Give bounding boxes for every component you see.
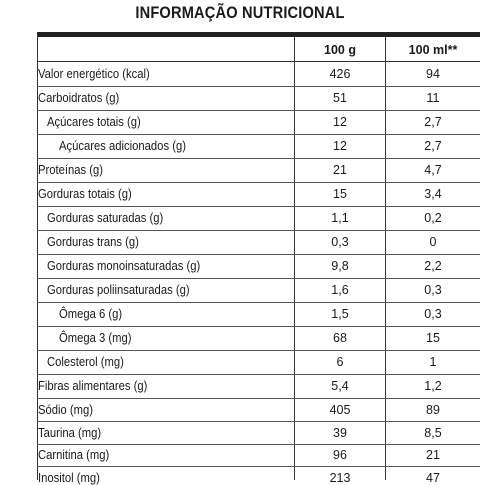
nutrient-name: Açúcares totais (g) — [47, 115, 141, 129]
row-divider — [37, 326, 480, 327]
nutrient-name: Gorduras monoinsaturadas (g) — [47, 259, 201, 273]
nutrient-name: Gorduras trans (g) — [47, 235, 139, 249]
value-100ml: 1,2 — [424, 379, 442, 393]
value-100ml: 0 — [429, 235, 437, 249]
nutrient-name: Carnitina (mg) — [38, 448, 110, 462]
nutrient-name: Gorduras totais (g) — [38, 187, 132, 201]
nutrient-name: Fibras alimentares (g) — [38, 379, 148, 393]
nutrient-name: Gorduras poliinsaturadas (g) — [47, 283, 190, 297]
nutrient-name: Ômega 6 (g) — [59, 307, 123, 321]
row-divider — [37, 444, 480, 445]
value-100ml: 2,7 — [424, 115, 442, 129]
row-divider — [37, 254, 480, 255]
value-100g: 405 — [329, 402, 351, 417]
value-100g: 1,6 — [331, 283, 349, 297]
value-100ml: 3,4 — [424, 187, 442, 201]
value-100ml: 4,7 — [424, 163, 442, 177]
value-100ml: 2,7 — [424, 139, 442, 153]
value-100g: 426 — [329, 67, 351, 81]
value-100g: 1,1 — [331, 211, 349, 225]
value-100g: 68 — [333, 331, 347, 345]
row-divider — [37, 230, 480, 231]
value-100ml: 0,3 — [424, 307, 442, 321]
value-100ml: 1 — [429, 355, 437, 369]
value-100ml: 0,2 — [424, 211, 442, 225]
nutrient-name: Sódio (mg) — [38, 402, 94, 417]
value-100g: 0,3 — [331, 235, 349, 249]
row-divider — [37, 421, 480, 422]
row-divider — [37, 398, 480, 399]
value-100g: 12 — [333, 115, 347, 129]
value-100g: 15 — [333, 187, 347, 201]
nutrient-name: Colesterol (mg) — [47, 355, 124, 369]
value-100g: 6 — [336, 355, 344, 369]
column-header-100g: 100 g — [324, 43, 356, 57]
nutrient-name: Açúcares adicionados (g) — [59, 139, 186, 153]
row-divider — [37, 182, 480, 183]
row-divider — [37, 134, 480, 135]
value-100g: 21 — [333, 163, 347, 177]
row-divider — [37, 350, 480, 351]
value-100ml: 11 — [426, 91, 440, 105]
row-divider — [37, 86, 480, 87]
nutrient-name: Gorduras saturadas (g) — [47, 211, 164, 225]
row-divider — [37, 302, 480, 303]
row-divider — [37, 374, 480, 375]
value-100g: 96 — [333, 448, 347, 462]
row-divider — [37, 206, 480, 207]
value-100g: 213 — [329, 471, 351, 485]
nutrient-name: Proteínas (g) — [38, 163, 104, 177]
value-100ml: 89 — [426, 402, 440, 417]
value-100g: 9,8 — [331, 259, 349, 273]
value-100ml: 0,3 — [424, 283, 442, 297]
header-divider — [37, 61, 480, 62]
row-divider — [37, 110, 480, 111]
value-100ml: 2,2 — [424, 259, 442, 273]
nutrient-name: Taurina (mg) — [38, 425, 102, 440]
value-100g: 1,5 — [331, 307, 349, 321]
value-100ml: 47 — [426, 471, 440, 485]
value-100ml: 21 — [426, 448, 440, 462]
value-100ml: 8,5 — [424, 425, 442, 440]
column-header-100ml: 100 ml** — [408, 43, 458, 57]
row-divider — [37, 158, 480, 159]
row-divider — [37, 466, 480, 467]
table-title: INFORMAÇÃO NUTRICIONAL — [135, 3, 345, 22]
value-100g: 5,4 — [331, 379, 349, 393]
value-100g: 39 — [333, 425, 347, 440]
nutrient-name: Carboidratos (g) — [38, 91, 120, 105]
value-100ml: 94 — [426, 67, 440, 81]
value-100g: 51 — [333, 91, 347, 105]
nutrient-name: Valor energético (kcal) — [38, 67, 150, 81]
nutrient-name: Ômega 3 (mg) — [59, 331, 132, 345]
nutrient-name: Inositol (mg) — [38, 471, 100, 485]
value-100ml: 15 — [426, 331, 440, 345]
row-divider — [37, 278, 480, 279]
value-100g: 12 — [333, 139, 347, 153]
